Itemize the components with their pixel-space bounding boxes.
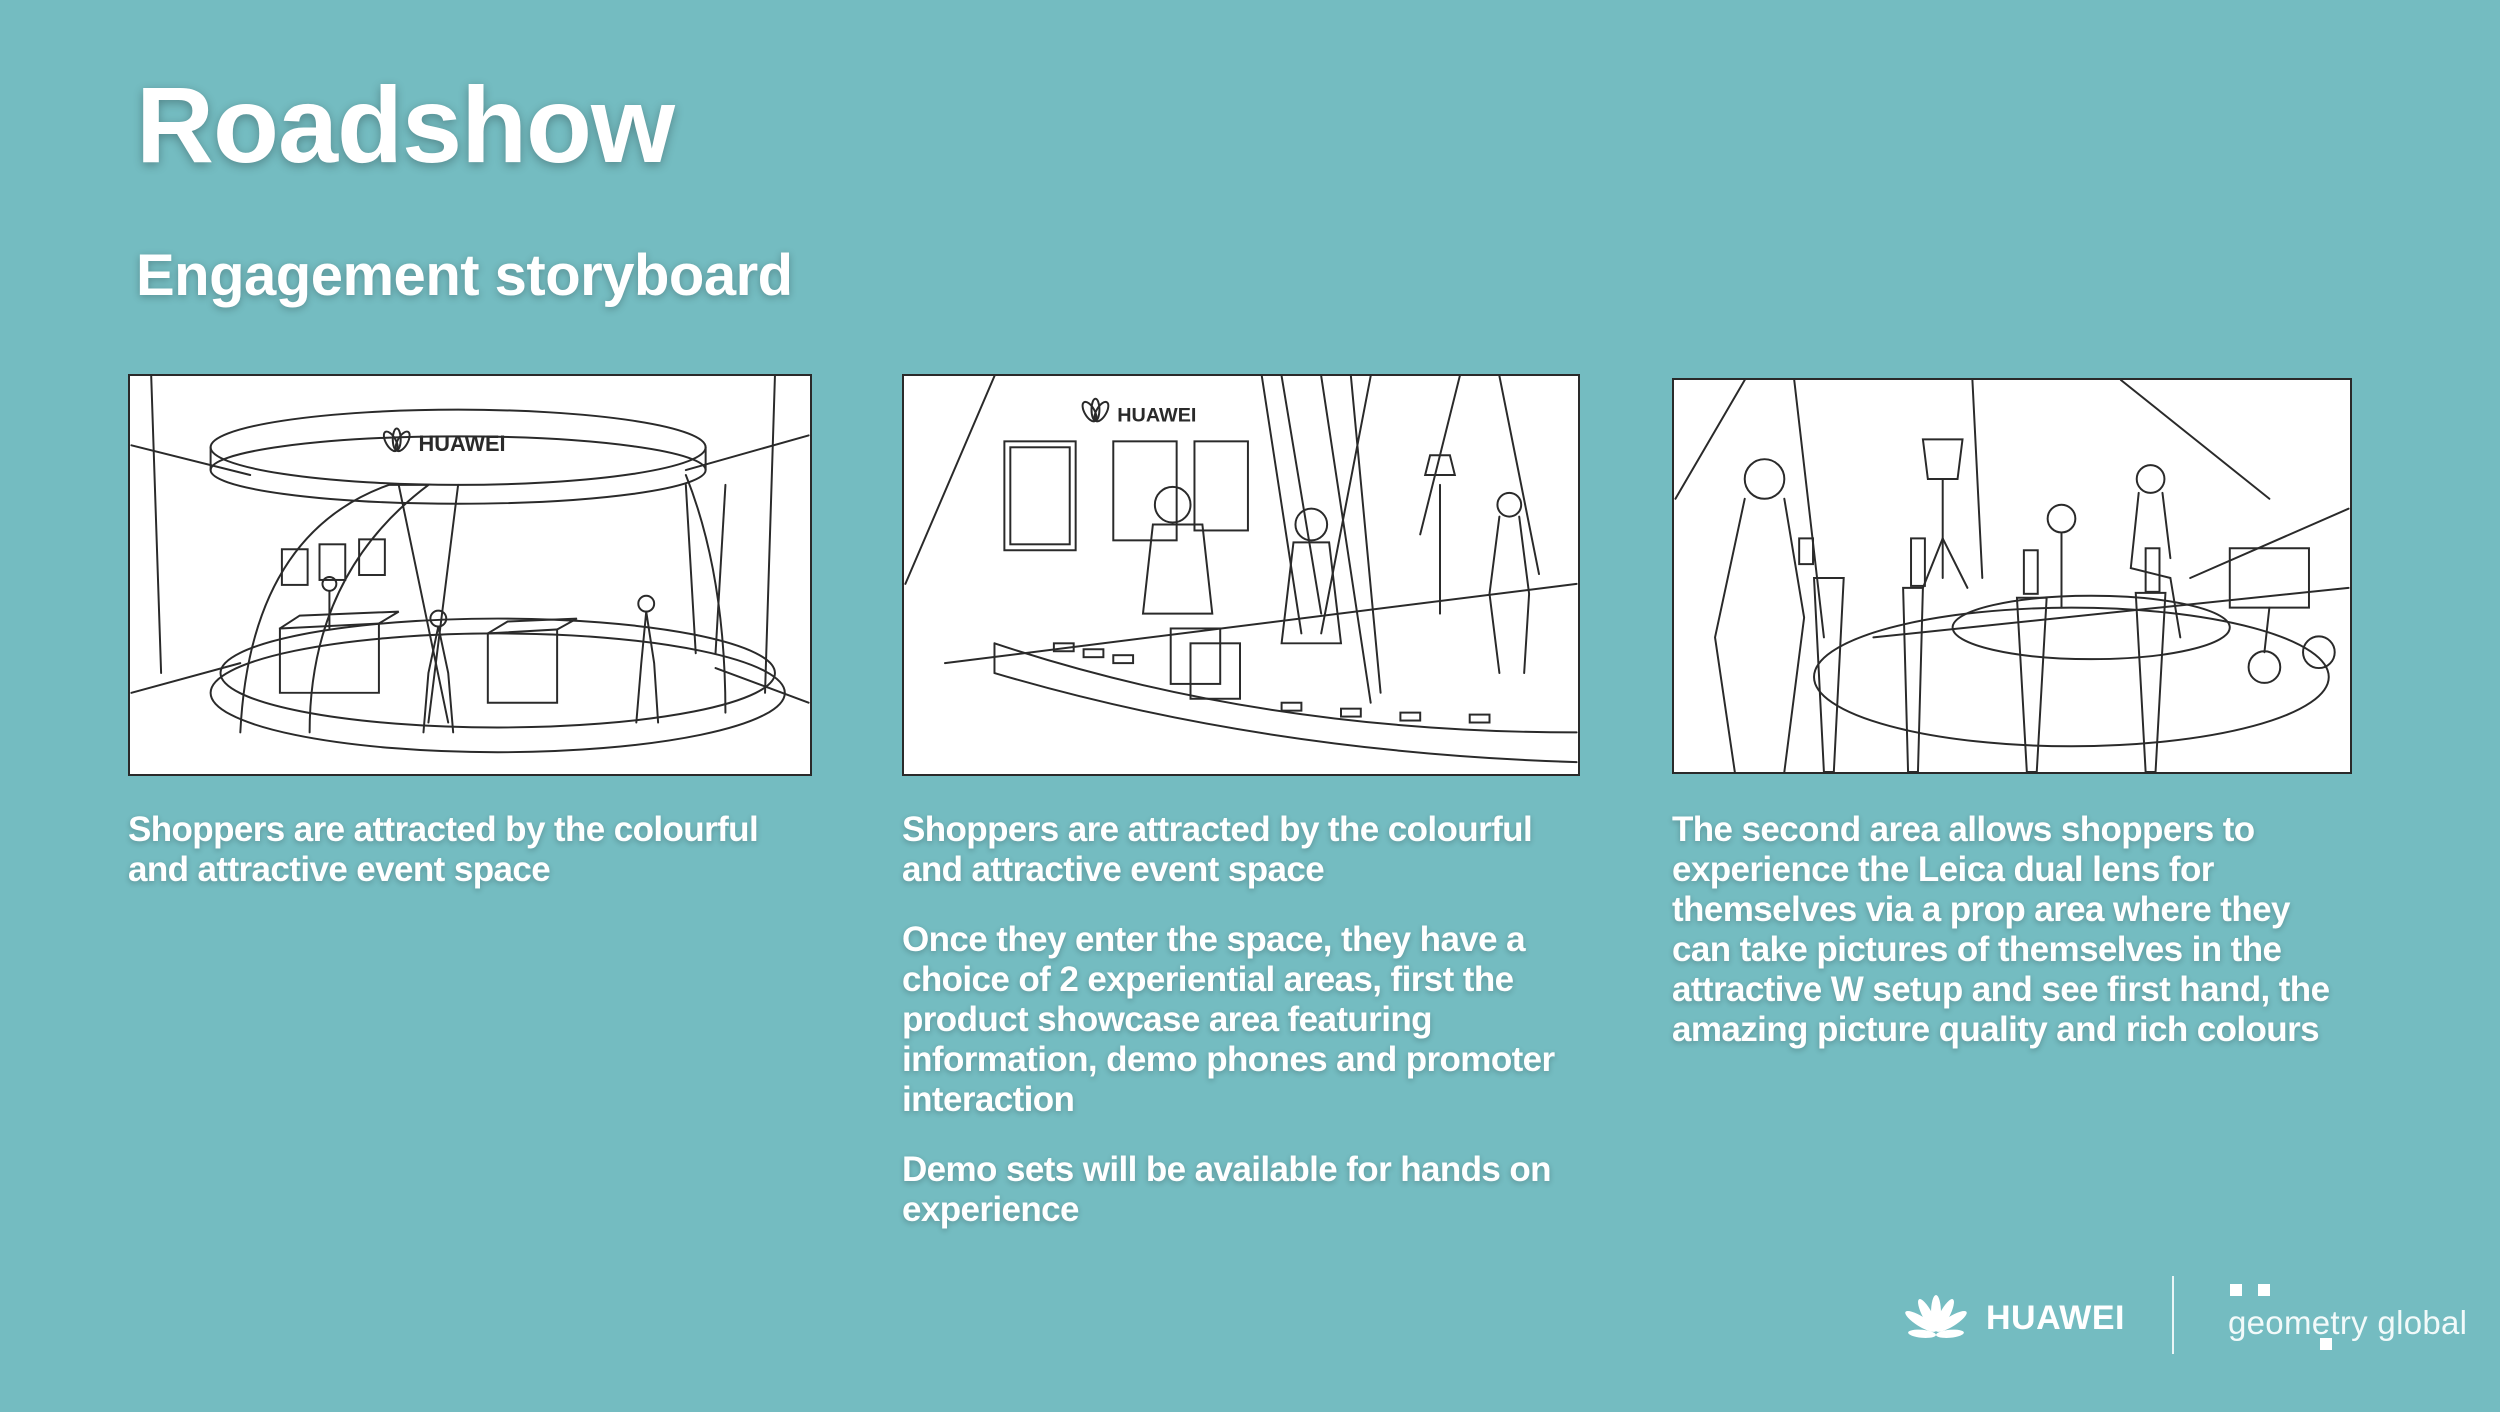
caption-paragraph: Once they enter the space, they have a choice of 2 experiential areas, first the product showcase area featuring information, demo phones and promoter interaction (902, 920, 1555, 1119)
sketch-brand-label: HUAWEI (418, 431, 506, 457)
product-showcase-sketch (904, 376, 1578, 774)
huawei-flower-icon (1080, 399, 1111, 424)
storyboard-panel-1 (128, 374, 812, 776)
booth-exterior-sketch (130, 376, 810, 774)
caption-paragraph: The second area allows shoppers to experience the Leica dual lens for themselves via a prop area where they can take pictures of themselves in the attractive W setup and see first hand, the amazing picture quality and rich colours (1672, 810, 2330, 1049)
geometry-global-logo (2228, 1282, 2468, 1362)
huawei-logo (1900, 1288, 2125, 1348)
slide-title: Roadshow (136, 64, 675, 185)
sketch-brand-label: HUAWEI (1117, 404, 1197, 427)
leica-prop-area-sketch (1674, 380, 2350, 772)
caption-paragraph: Shoppers are attracted by the colourful and attractive event space (902, 810, 1533, 889)
geometry-global-logo-text: geometry global (2228, 1304, 2468, 1341)
panel-3-caption (1672, 810, 2352, 1080)
logo-square (2230, 1284, 2242, 1296)
caption-paragraph: Demo sets will be available for hands on experience (902, 1150, 1551, 1229)
panel-2-caption (902, 810, 1582, 1260)
logo-square (2258, 1284, 2270, 1296)
huawei-flower-icon (381, 428, 412, 453)
footer-divider (2172, 1276, 2174, 1354)
caption-paragraph: Shoppers are attracted by the colourful and attractive event space (128, 810, 759, 889)
slide-subtitle: Engagement storyboard (136, 243, 793, 308)
panel-1-caption (128, 810, 808, 920)
storyboard-panel-3 (1672, 378, 2352, 774)
huawei-logo-text: HUAWEI (1986, 1298, 2125, 1337)
storyboard-panel-2 (902, 374, 1580, 776)
huawei-flower-icon (1900, 1291, 1972, 1345)
